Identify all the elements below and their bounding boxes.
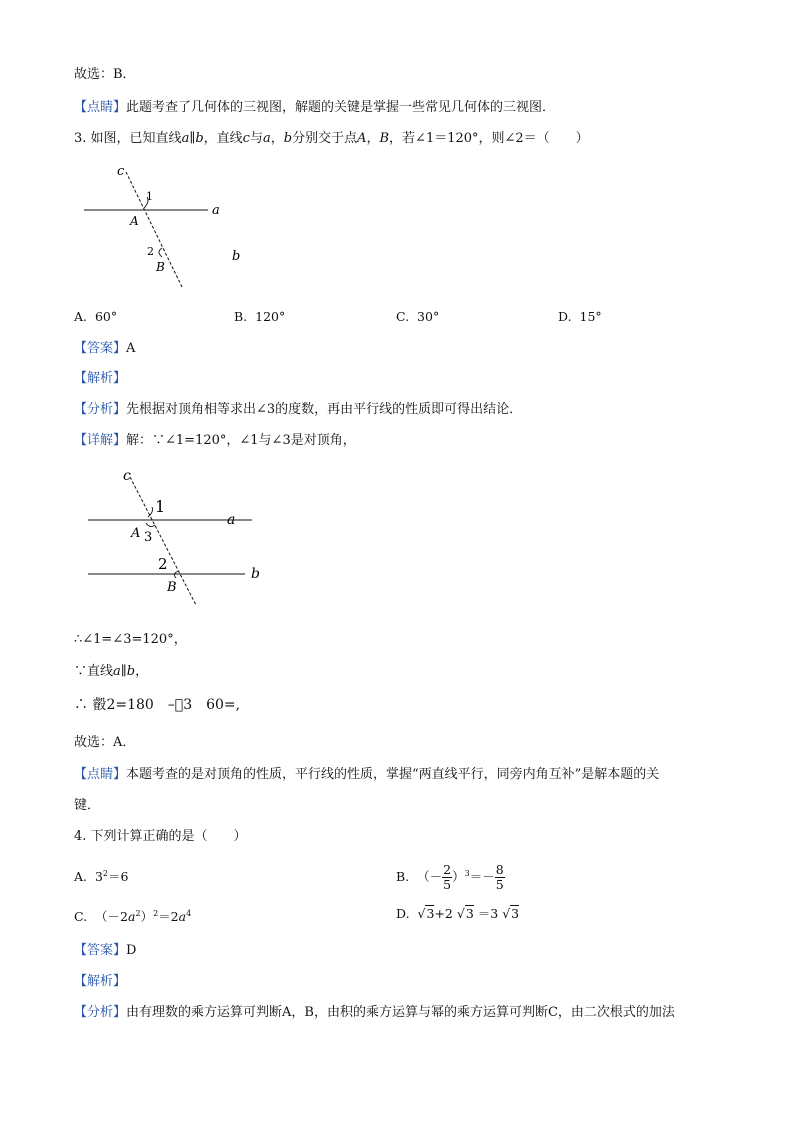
- label-A: A: [130, 214, 139, 228]
- stem-math: a∥b: [181, 131, 204, 146]
- question-number: 3.: [74, 131, 87, 146]
- q3-fenxi: [74, 401, 522, 419]
- step-text: ∵直线: [74, 664, 114, 679]
- stem-text: ，若∠1＝120°，则∠2＝（ ）: [389, 131, 589, 146]
- label-b: b: [251, 566, 260, 582]
- q4-option-d: D. √3+2 √3 ＝3 √3: [396, 906, 520, 921]
- label-c: c: [117, 164, 125, 179]
- label-A: A: [131, 526, 141, 541]
- q2-comment: [74, 99, 555, 117]
- stem-math: c: [242, 131, 250, 146]
- fenxi-text: 由有理数的乘方运算可判断A，B，由积的乘方运算与幂的乘方运算可判断C，由二次根式的加法: [126, 1005, 675, 1020]
- q4-option-b: B. （－ $\frac{2}{5}$ ）$^3$＝－ $\frac{8}{5}$: [396, 862, 504, 893]
- label-c: c: [123, 468, 131, 484]
- label-B: B: [156, 260, 165, 274]
- q3-detail: [74, 432, 356, 450]
- label-b: b: [232, 249, 241, 264]
- q3-comment-l2: 键．: [74, 798, 101, 813]
- q3-analysis-tag: 【解析】: [74, 371, 127, 386]
- step-text: ，: [135, 664, 149, 679]
- q4-fenxi: [74, 1004, 675, 1022]
- stem-math: b: [283, 131, 293, 146]
- label-2: 2: [147, 245, 154, 258]
- answer-value: D: [126, 943, 137, 958]
- stem-math: A: [357, 131, 367, 146]
- q3-comment: [74, 766, 659, 784]
- q3-step3: ∴ 㲊2=180 –􀀀3 60=,: [74, 697, 241, 713]
- label-2: 2: [158, 555, 168, 573]
- answer-tag: 【答案】: [74, 943, 127, 958]
- answer-tag: 【答案】: [74, 341, 127, 356]
- q4-option-a: A. $3^2=6$: [74, 869, 129, 885]
- q4-option-c: C. $(-2a^2)^2=2a^4$: [74, 909, 192, 925]
- option-c: C. 30°: [396, 309, 440, 324]
- stem-math: B: [379, 131, 390, 146]
- stem-text: 如图，已知直线: [90, 131, 182, 146]
- label-1: 1: [155, 497, 166, 516]
- q3-stem: [74, 130, 589, 148]
- fenxi-tag: 【分析】: [74, 402, 127, 417]
- detail-tag: 【详解】: [74, 433, 127, 448]
- comment-text: 此题考查了几何体的三视图，解题的关键是掌握一些常见几何体的三视图．: [126, 100, 556, 115]
- detail-text: 解：∵∠1=120°，∠1与∠3是对顶角，: [126, 433, 356, 448]
- q3-choice: 故选：A．: [74, 735, 136, 750]
- fenxi-tag: 【分析】: [74, 1005, 127, 1020]
- label-1: 1: [146, 190, 153, 203]
- comment-tag: 【点睛】: [74, 100, 127, 115]
- sqrt-icon: √: [456, 906, 465, 921]
- figure-1: [70, 160, 270, 295]
- fraction: $\frac{8}{5}$: [495, 862, 504, 893]
- stem-text: ，: [366, 131, 380, 146]
- stem-math: a: [262, 131, 271, 146]
- stem-text: ，直线: [203, 131, 243, 146]
- comment-tag: 【点睛】: [74, 767, 127, 782]
- option-a: A. 60°: [74, 309, 118, 324]
- label-a: a: [212, 203, 220, 218]
- q4-answer: [74, 942, 136, 960]
- label-a: a: [227, 512, 236, 528]
- q3-answer: [74, 340, 135, 358]
- figure-2: [80, 465, 280, 610]
- stem-text: 分别交于点: [292, 131, 358, 146]
- stem-text: ，: [270, 131, 284, 146]
- label-3: 3: [144, 530, 153, 545]
- stem-text: 与: [249, 131, 263, 146]
- q4-analysis-tag: 【解析】: [74, 974, 127, 989]
- comment-text: 本题考查的是对顶角的性质，平行线的性质，掌握“两直线平行，同旁内角互补”是解本题的关: [126, 767, 660, 782]
- label-B: B: [167, 580, 177, 595]
- q3-step1: ∴∠1=∠3=120°，: [74, 632, 187, 647]
- q3-step2: [74, 663, 148, 681]
- q2-choice: 故选：B．: [74, 67, 136, 82]
- step-math: a∥b: [113, 664, 136, 679]
- angle-1-arc: [148, 507, 153, 517]
- option-d: D. 15°: [558, 309, 602, 324]
- fenxi-text: 先根据对顶角相等求出∠3的度数，再由平行线的性质即可得出结论．: [126, 402, 523, 417]
- q4-stem: 4. 下列计算正确的是（ ）: [74, 829, 247, 844]
- answer-value: A: [126, 341, 136, 356]
- option-b: B. 120°: [234, 309, 286, 324]
- sqrt-icon: √: [417, 906, 426, 921]
- fraction: $\frac{2}{5}$: [443, 862, 452, 893]
- sqrt-icon: √: [502, 906, 511, 921]
- line-c: [126, 172, 182, 287]
- angle-2-arc: [159, 248, 162, 257]
